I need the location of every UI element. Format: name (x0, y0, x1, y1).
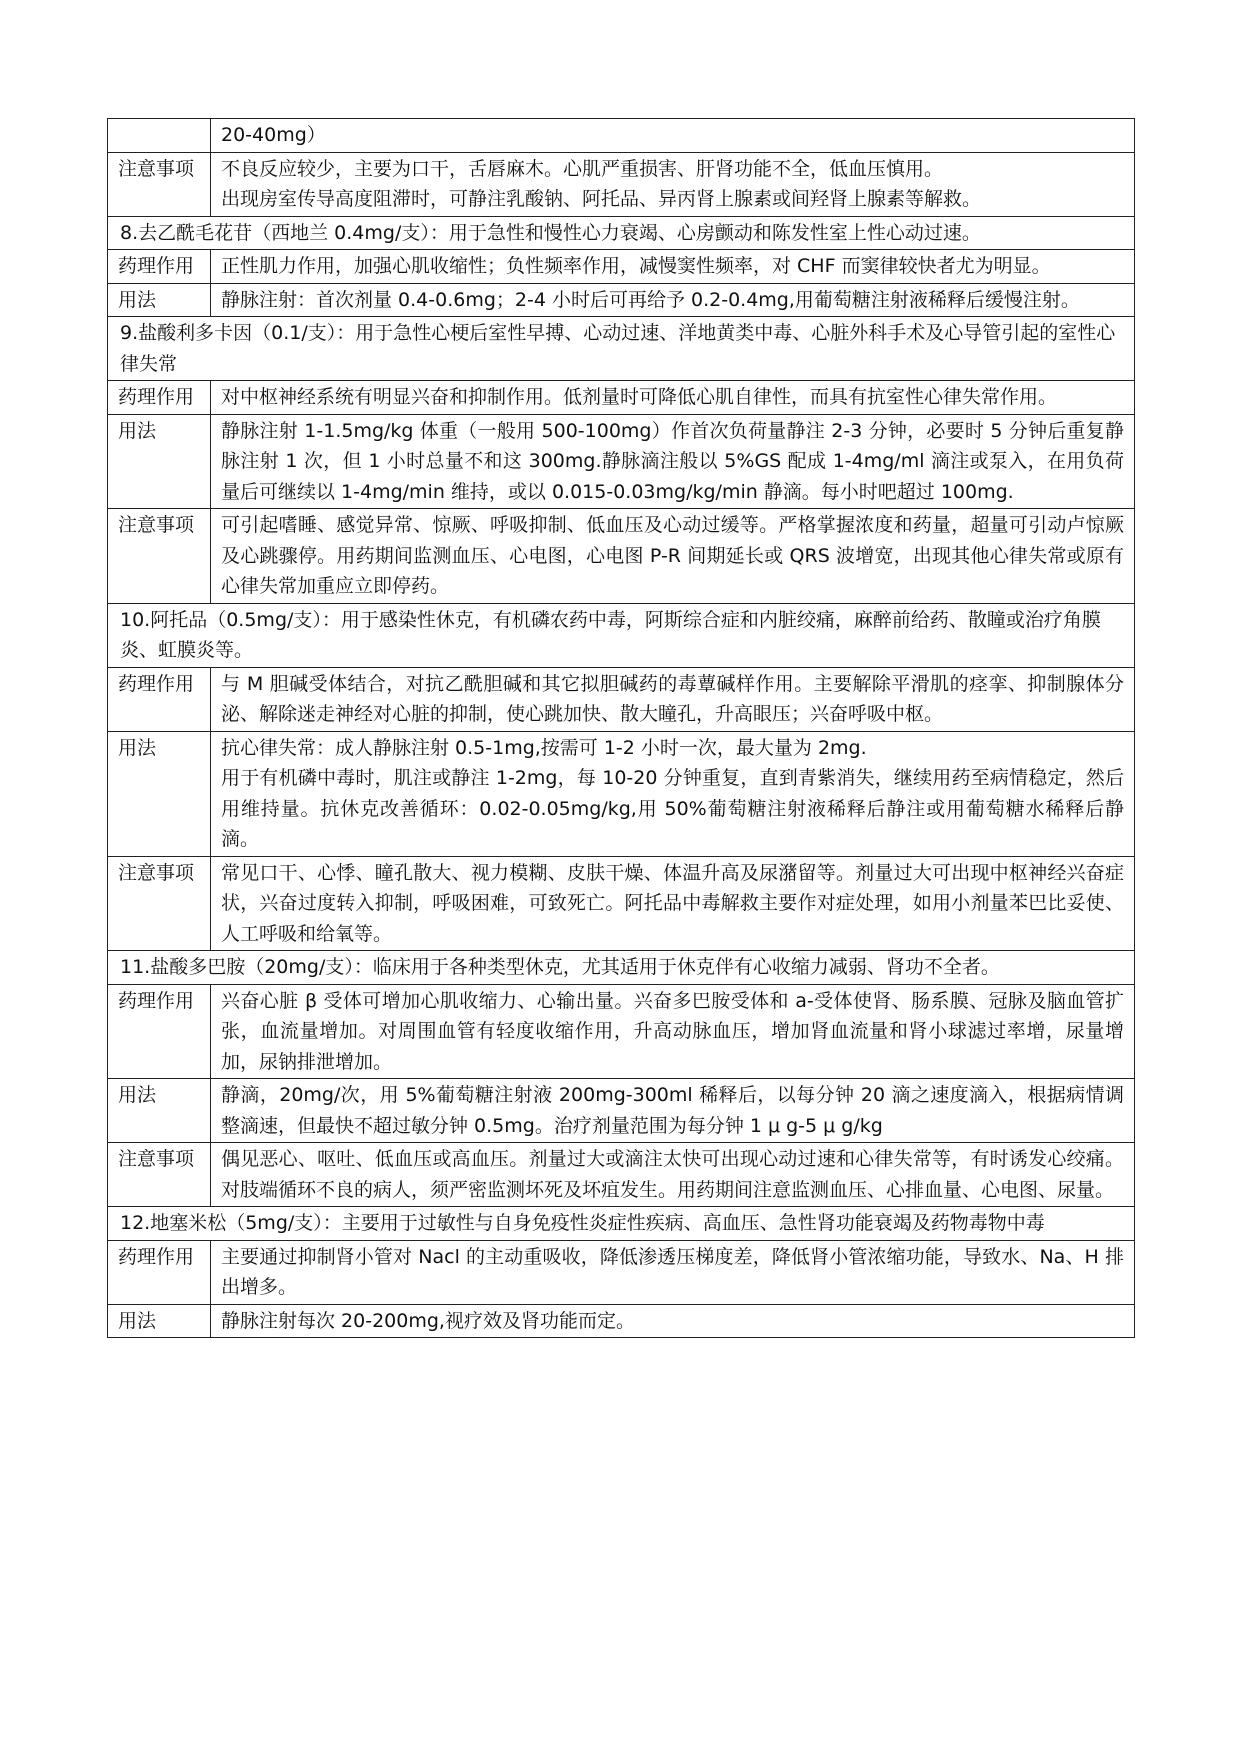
content-paragraph: 正性肌力作用，加强心肌收缩性；负性频率作用，减慢窦性频率，对 CHF 而窦律较快者尤为明显。 (221, 255, 1051, 277)
row-label: 药理作用 (108, 381, 211, 415)
table-row (108, 152, 1135, 216)
table-row (108, 1079, 1135, 1143)
row-label: 药理作用 (108, 250, 211, 284)
row-content (211, 1143, 1135, 1207)
content-paragraph: 与 M 胆碱受体结合，对抗乙酰胆碱和其它拟胆碱药的毒蕈碱样作用。主要解除平滑肌的痉挛、抑制腺体分泌、解除迷走神经对心脏的抑制，使心跳加快、散大瞳孔，升高眼压；兴奋呼吸中枢。 (221, 672, 1124, 725)
table-row (108, 381, 1135, 415)
drug-heading: 11.盐酸多巴胺（20mg/支）：临床用于各种类型休克，尤其适用于休克伴有心收缩力减弱、肾功不全者。 (108, 951, 1135, 985)
drug-heading-row (108, 951, 1135, 985)
row-label: 注意事项 (108, 152, 211, 216)
row-label: 用法 (108, 1079, 211, 1143)
row-content (211, 414, 1135, 509)
drug-heading-row (108, 1207, 1135, 1241)
row-label (108, 119, 211, 153)
row-content (211, 119, 1135, 153)
row-label: 药理作用 (108, 984, 211, 1079)
content-paragraph: 常见口干、心悸、瞳孔散大、视力模糊、皮肤干燥、体温升高及尿潴留等。剂量过大可出现中枢神经兴奋症状，兴奋过度转入抑制，呼吸困难，可致死亡。阿托品中毒解救主要作对症处理，如用小剂量苯巴比妥使、人工呼吸和给氧等。 (221, 861, 1124, 945)
row-content (211, 984, 1135, 1079)
content-paragraph: 可引起嗜睡、感觉异常、惊厥、呼吸抑制、低血压及心动过缓等。严格掌握浓度和药量，超量可引动卢惊厥及心跳骤停。用药期间监测血压、心电图，心电图 P-R 间期延长或 QRS 波增宽，出现其他心律失常或原有心律失常加重应立即停药。 (221, 514, 1124, 597)
row-label: 用法 (108, 1304, 211, 1338)
drug-info-table (107, 118, 1135, 1338)
content-paragraph: 静脉注射：首次剂量 0.4-0.6mg；2-4 小时后可再给予 0.2-0.4mg,用葡萄糖注射液稀释后缓慢注射。 (221, 288, 1080, 311)
table-row (108, 667, 1135, 731)
table-row (108, 119, 1135, 153)
row-label: 用法 (108, 414, 211, 509)
content-paragraph: 20-40mg） (221, 124, 326, 146)
row-label: 用法 (108, 731, 211, 856)
drug-heading: 8.去乙酰毛花苷（西地兰 0.4mg/支）：用于急性和慢性心力衰竭、心房颤动和陈发性室上性心动过速。 (108, 216, 1135, 250)
row-content (211, 509, 1135, 604)
content-paragraph: 出现房室传导高度阻滞时，可静注乳酸钠、阿托品、异丙肾上腺素或间羟肾上腺素等解救。 (221, 188, 982, 210)
table-row (108, 414, 1135, 509)
row-content (211, 1079, 1135, 1143)
table-row (108, 856, 1135, 951)
row-label: 注意事项 (108, 1143, 211, 1207)
content-paragraph: 用于有机磷中毒时，肌注或静注 1-2mg，每 10-20 分钟重复，直到青紫消失，继续用药至病情稳定，然后用维持量。抗休克改善循环：0.02-0.05mg/kg,用 50%葡萄糖注射液稀释后静注或用葡萄糖水稀释后静滴。 (221, 767, 1124, 850)
row-label: 用法 (108, 283, 211, 317)
row-content (211, 1304, 1135, 1338)
row-label: 药理作用 (108, 667, 211, 731)
content-paragraph: 静脉注射 1-1.5mg/kg 体重（一般用 500-100mg）作首次负荷量静注 2-3 分钟，必要时 5 分钟后重复静脉注射 1 次，但 1 小时总量不和这 300mg.静脉滴注般以 5%GS 配成 1-4mg/ml 滴注或泵入，在用负荷量后可继续以 1-4mg/min 维持，或以 0.015-0.03mg/kg/min 静滴。每小时吧超过 100mg. (221, 419, 1124, 503)
row-label: 药理作用 (108, 1240, 211, 1304)
row-content (211, 250, 1135, 284)
table-row (108, 1304, 1135, 1338)
row-label: 注意事项 (108, 856, 211, 951)
row-content (211, 1240, 1135, 1304)
table-row (108, 250, 1135, 284)
row-content (211, 381, 1135, 415)
table-body (108, 119, 1135, 1338)
row-content (211, 731, 1135, 856)
content-paragraph: 静滴，20mg/次，用 5%葡萄糖注射液 200mg-300ml 稀释后，以每分钟 20 滴之速度滴入，根据病情调整滴速，但最快不超过敏分钟 0.5mg。治疗剂量范围为每分钟 1 μ g-5 μ g/kg (221, 1084, 1124, 1137)
row-content (211, 152, 1135, 216)
content-paragraph: 静脉注射每次 20-200mg,视疗效及肾功能而定。 (221, 1309, 635, 1332)
drug-heading-row (108, 603, 1135, 667)
row-label: 注意事项 (108, 509, 211, 604)
table-row (108, 509, 1135, 604)
drug-heading: 10.阿托品（0.5mg/支）：用于感染性休克，有机磷农药中毒，阿斯综合症和内脏绞痛，麻醉前给药、散瞳或治疗角膜炎、虹膜炎等。 (108, 603, 1135, 667)
content-paragraph: 抗心律失常：成人静脉注射 0.5-1mg,按需可 1-2 小时一次，最大量为 2mg. (221, 736, 867, 759)
content-paragraph: 偶见恶心、呕吐、低血压或高血压。剂量过大或滴注太快可出现心动过速和心律失常等，有时诱发心绞痛。对肢端循环不良的病人，须严密监测坏死及坏疽发生。用药期间注意监测血压、心排血量、心电图、尿量。 (221, 1148, 1124, 1201)
row-content (211, 856, 1135, 951)
table-row (108, 731, 1135, 856)
content-paragraph: 不良反应较少，主要为口干，舌唇麻木。心肌严重损害、肝肾功能不全，低血压慎用。 (221, 157, 944, 180)
drug-heading: 9.盐酸利多卡因（0.1/支）：用于急性心梗后室性早搏、心动过速、洋地黄类中毒、心脏外科手术及心导管引起的室性心律失常 (108, 317, 1135, 381)
table-row (108, 984, 1135, 1079)
content-paragraph: 兴奋心脏 β 受体可增加心肌收缩力、心输出量。兴奋多巴胺受体和 a-受体使肾、肠系膜、冠脉及脑血管扩张，血流量增加。对周围血管有轻度收缩作用，升高动脉血压，增加肾血流量和肾小球滤过率增，尿量增加，尿钠排泄增加。 (221, 989, 1124, 1073)
table-row (108, 283, 1135, 317)
drug-heading-row (108, 216, 1135, 250)
table-row (108, 1240, 1135, 1304)
row-content (211, 283, 1135, 317)
row-content (211, 667, 1135, 731)
content-paragraph: 对中枢神经系统有明显兴奋和抑制作用。低剂量时可降低心肌自律性，而具有抗室性心律失常作用。 (221, 386, 1058, 408)
content-paragraph: 主要通过抑制肾小管对 Nacl 的主动重吸收，降低渗透压梯度差，降低肾小管浓缩功能，导致水、Na、H 排出增多。 (221, 1245, 1124, 1298)
drug-heading-row (108, 317, 1135, 381)
drug-heading: 12.地塞米松（5mg/支）：主要用于过敏性与自身免疫性炎症性疾病、高血压、急性肾功能衰竭及药物毒物中毒 (108, 1207, 1135, 1241)
table-row (108, 1143, 1135, 1207)
